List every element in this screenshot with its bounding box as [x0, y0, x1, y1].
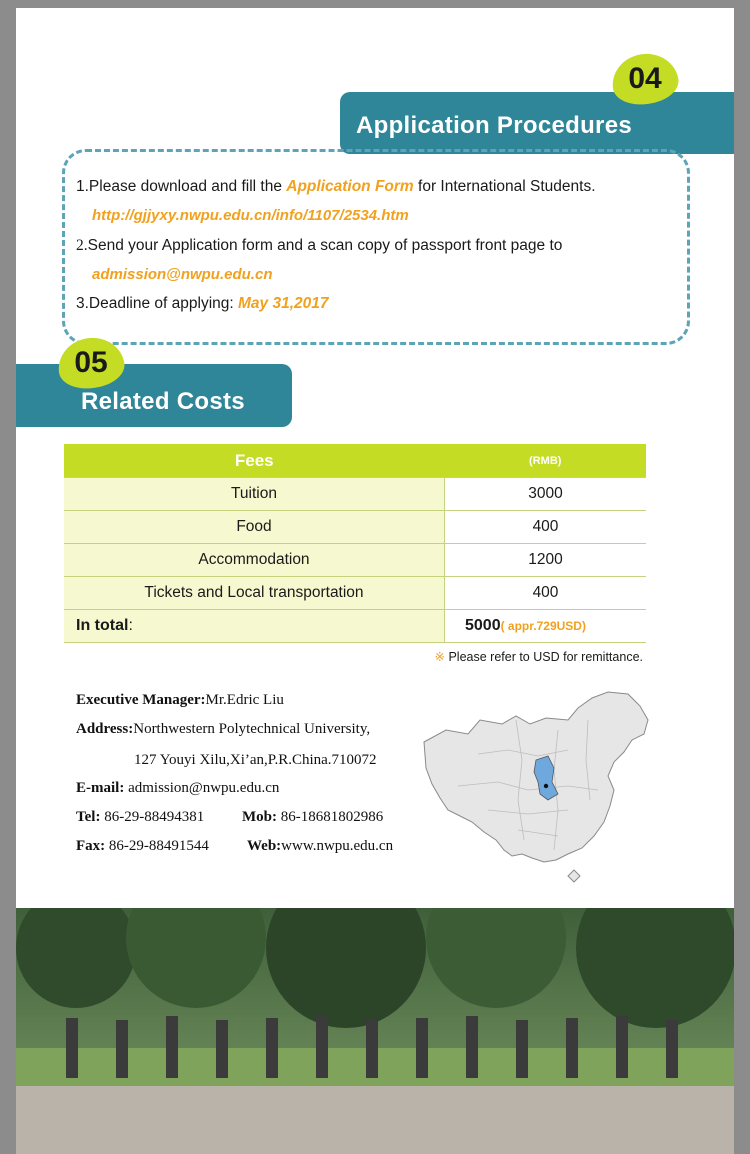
note-mark: ※ [434, 650, 445, 664]
contact-web [247, 838, 393, 855]
step-3 [76, 295, 329, 313]
china-map [418, 690, 654, 886]
fees-table-header [64, 444, 646, 478]
fee-amount: 400 [445, 511, 647, 544]
total-value-cell [445, 610, 647, 643]
fee-item: Accommodation [64, 544, 445, 577]
section-04-title: Application Procedures [356, 112, 632, 139]
address-label: Address: [76, 721, 134, 737]
step-1 [76, 178, 596, 196]
brochure-page [16, 8, 734, 1154]
total-colon: : [128, 617, 133, 634]
total-label: In total [76, 617, 129, 634]
fee-item: Food [64, 511, 445, 544]
table-row [64, 478, 646, 511]
note-text: Please refer to USD for remittance. [448, 650, 643, 664]
table-row [64, 544, 646, 577]
contact-manager [76, 692, 284, 709]
fee-amount: 1200 [445, 544, 647, 577]
mob-label: Mob: [242, 809, 277, 825]
fee-item: Tickets and Local transportation [64, 577, 445, 610]
step-3-text: 3.Deadline of applying: [76, 295, 239, 312]
tel-value: 86-29-88494381 [100, 809, 205, 825]
step-2 [76, 237, 562, 255]
step-2-number: 2. [76, 237, 88, 254]
step-1-suffix: for International Students. [413, 178, 596, 195]
step-1-text: 1.Please download and fill the [76, 178, 287, 195]
email-value[interactable]: admission@nwpu.edu.cn [124, 780, 280, 796]
deadline-date: May 31,2017 [238, 295, 329, 312]
web-label: Web: [247, 838, 282, 854]
fee-amount: 400 [445, 577, 647, 610]
fees-header: Fees [64, 444, 445, 478]
admission-email[interactable]: admission@nwpu.edu.cn [92, 266, 273, 283]
students-photo [16, 908, 734, 1154]
section-04-number: 04 [628, 62, 662, 95]
total-row [64, 610, 646, 643]
tel-label: Tel: [76, 809, 101, 825]
contact-tel [76, 809, 204, 826]
manager-label: Executive Manager: [76, 692, 206, 708]
table-row [64, 511, 646, 544]
manager-value: Mr.Edric Liu [205, 692, 284, 708]
web-value[interactable]: www.nwpu.edu.cn [281, 838, 394, 854]
fax-label: Fax: [76, 838, 106, 854]
fee-amount: 3000 [445, 478, 647, 511]
email-label: E-mail: [76, 780, 125, 796]
section-05-number: 05 [74, 346, 108, 379]
step-2-text: Send your Application form and a scan copy of passport front page to [87, 237, 563, 254]
section-04-header [340, 92, 734, 154]
contact-address [76, 721, 370, 738]
remittance-note [435, 649, 644, 664]
fees-table [64, 444, 646, 643]
section-05-title: Related Costs [81, 388, 245, 415]
mob-value: 86-18681802986 [277, 809, 384, 825]
total-usd: ( appr.729USD) [500, 619, 586, 633]
total-value: 5000 [465, 617, 501, 634]
application-form-link[interactable]: Application Form [286, 178, 414, 195]
contact-email [76, 780, 279, 797]
fax-value: 86-29-88491544 [105, 838, 209, 854]
contact-mob [242, 809, 383, 826]
address-line-1: Northwestern Polytechnical University, [133, 721, 371, 737]
total-label-cell [64, 610, 445, 643]
fee-item: Tuition [64, 478, 445, 511]
contact-fax [76, 838, 209, 855]
rmb-header: (RMB) [445, 444, 647, 478]
address-line-2: 127 Youyi Xilu,Xi’an,P.R.China.710072 [134, 752, 377, 768]
table-row [64, 577, 646, 610]
application-form-url[interactable]: http://gjjyxy.nwpu.edu.cn/info/1107/2534.htm [92, 207, 409, 224]
